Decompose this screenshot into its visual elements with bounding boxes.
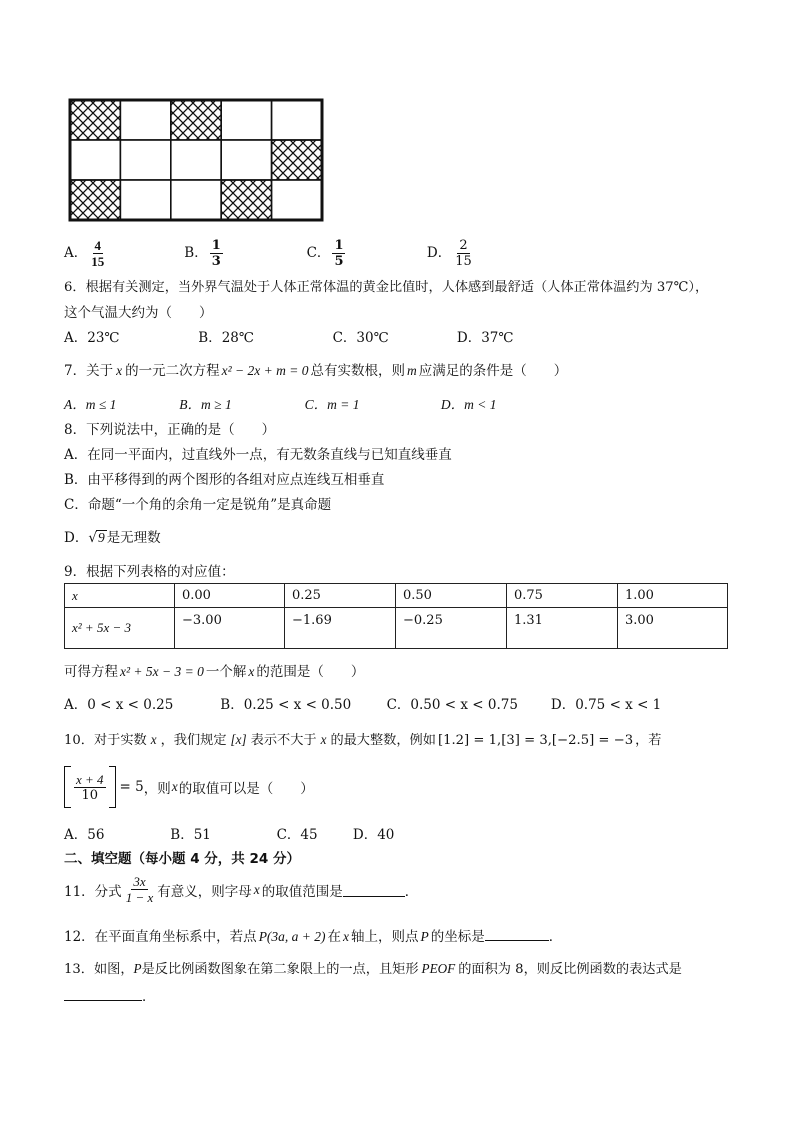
- q7-option-c[interactable]: C．m = 1: [304, 397, 360, 412]
- q5-option-c[interactable]: C． $\frac{1}{5}$: [306, 238, 344, 269]
- q6-line2: 这个气温大约为（ ）: [64, 305, 213, 321]
- q10-line1: 10．对于实数 x ，我们规定 [x] 表示不大于 x 的最大整数，例如 [1.2] = 1,[3] = 3,[−2.5] = −3 ，若: [64, 732, 662, 748]
- q10-option-c[interactable]: C．45: [276, 827, 318, 843]
- q7-option-a[interactable]: A．m ≤ 1: [64, 397, 117, 412]
- q6-option-b[interactable]: B．28℃: [198, 330, 254, 346]
- q7-options: [64, 396, 497, 414]
- section-2-title: 二、填空题（每小题 4 分，共 24 分）: [64, 851, 300, 867]
- left-bracket: [64, 766, 71, 808]
- table-cell: 1.31: [507, 608, 618, 649]
- q5-grid-figure: [68, 98, 324, 222]
- table-cell: 0.50: [396, 584, 507, 608]
- shaded-cell: [70, 180, 120, 220]
- q9-followup: 可得方程 x² + 5x − 3 = 0 一个解 x 的范围是（ ）: [64, 664, 365, 680]
- table-cell: x² + 5x − 3: [65, 608, 175, 649]
- q6-line1: 6．根据有关测定，当外界气温处于人体正常体温的黄金比值时，人体感到最舒适（人体正常体温约为 37℃），: [64, 280, 709, 295]
- q13-line2: ．: [64, 986, 156, 1006]
- q5-options: [64, 238, 476, 269]
- q5-option-d[interactable]: D． $\frac{2}{15}$: [426, 238, 472, 269]
- q9-option-c[interactable]: C．0.50 < x < 0.75: [386, 697, 518, 713]
- shaded-cell: [171, 100, 221, 140]
- q10-options: [64, 826, 394, 844]
- q8-option-d[interactable]: D．√9 是无理数: [64, 530, 161, 546]
- q5-option-a[interactable]: A． $\frac{4}{15}$: [64, 238, 105, 269]
- q6-options: [64, 329, 514, 347]
- sqrt-symbol: √: [88, 530, 97, 546]
- q9-option-d[interactable]: D．0.75 < x < 1: [550, 697, 662, 713]
- shaded-cell: [272, 140, 322, 180]
- table-row: [65, 608, 728, 649]
- q12-answer-blank[interactable]: [485, 926, 549, 941]
- q10-option-b[interactable]: B．51: [170, 827, 211, 843]
- q10-line2: $\frac{x + 4}{10}$ = 5 ，则 x 的取值可以是（ ）: [64, 766, 314, 808]
- q8-option-c[interactable]: C．命题“一个角的余角一定是锐角”是真命题: [64, 497, 332, 513]
- grid-cell: [171, 140, 221, 180]
- table-cell: −0.25: [396, 608, 507, 649]
- q10-option-d[interactable]: D．40: [352, 827, 395, 843]
- grid-cell: [171, 180, 221, 220]
- q9-stem: 9．根据下列表格的对应值：: [64, 564, 235, 580]
- q10-option-a[interactable]: A．56: [64, 827, 105, 843]
- q8-stem: 8．下列说法中，正确的是（ ）: [64, 422, 276, 438]
- q9-options: [64, 696, 661, 714]
- q6-option-c[interactable]: C．30℃: [332, 330, 389, 346]
- q9-option-a[interactable]: A．0 < x < 0.25: [64, 697, 174, 713]
- shaded-cell: [221, 180, 271, 220]
- q11-stem: 11．分式 $\frac{3x}{1 - x}$ 有意义，则字母 x 的取值范围是 ．: [64, 874, 419, 905]
- table-cell: 3.00: [618, 608, 728, 649]
- table-cell: x: [65, 584, 175, 608]
- grid-cell: [272, 180, 322, 220]
- grid-cell: [120, 140, 170, 180]
- q9-value-table: [64, 583, 728, 649]
- grid-cell: [221, 100, 271, 140]
- shaded-cell: [70, 100, 120, 140]
- grid-cell: [221, 140, 271, 180]
- table-cell: 1.00: [618, 584, 728, 608]
- grid-cell: [70, 140, 120, 180]
- q13-stem: 13．如图，P是反比例函数图象在第二象限上的一点，且矩形 PEOF 的面积为 8，则反比例函数的表达式是: [64, 961, 682, 977]
- right-bracket: [109, 766, 116, 808]
- q8-option-b[interactable]: B．由平移得到的两个图形的各组对应点连线互相垂直: [64, 472, 385, 488]
- q7-option-d[interactable]: D．m < 1: [440, 397, 497, 412]
- q7-equation: x² − 2x + m = 0: [221, 363, 309, 378]
- grid-cell: [272, 100, 322, 140]
- q7-stem: 7．关于 x 的一元二次方程 x² − 2x + m = 0 总有实数根，则 m 应满足的条件是（ ）: [64, 363, 568, 379]
- q6-option-a[interactable]: A．23℃: [64, 330, 120, 346]
- grid-cell: [120, 180, 170, 220]
- q5-option-b[interactable]: B． $\frac{1}{3}$: [184, 238, 221, 269]
- grid-cell: [120, 100, 170, 140]
- q11-answer-blank[interactable]: [343, 882, 405, 897]
- table-cell: 0.25: [285, 584, 396, 608]
- q7-option-b[interactable]: B．m ≥ 1: [179, 397, 232, 412]
- table-cell: −1.69: [285, 608, 396, 649]
- q8-option-a[interactable]: A．在同一平面内，过直线外一点，有无数条直线与已知直线垂直: [64, 447, 452, 463]
- table-cell: 0.00: [175, 584, 285, 608]
- table-row: [65, 584, 728, 608]
- table-cell: 0.75: [507, 584, 618, 608]
- table-cell: −3.00: [175, 608, 285, 649]
- q9-option-b[interactable]: B．0.25 < x < 0.50: [220, 697, 352, 713]
- q6-option-d[interactable]: D．37℃: [456, 330, 514, 346]
- q13-answer-blank[interactable]: [64, 986, 142, 1001]
- q12-stem: 12．在平面直角坐标系中，若点 P(3a, a + 2) 在 x 轴上，则点 P 的坐标是 ．: [64, 926, 562, 946]
